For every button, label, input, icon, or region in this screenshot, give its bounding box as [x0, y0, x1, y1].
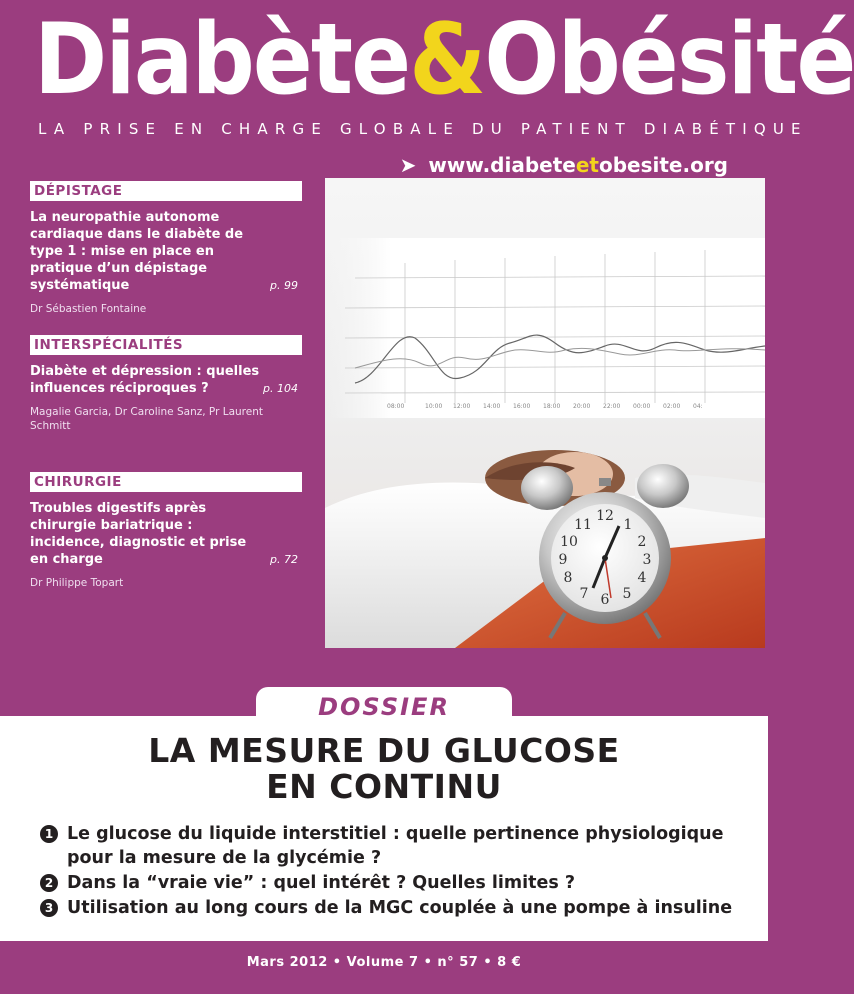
- svg-text:10: 10: [560, 534, 578, 550]
- section-depistage: [30, 181, 302, 316]
- arrow-right-icon: ➤: [399, 153, 417, 177]
- time-label: 20:00: [573, 403, 591, 410]
- time-label: 04:: [693, 403, 703, 410]
- article-title[interactable]: Diabète et dépression : quelles influences réciproques ? p. 104: [30, 364, 298, 396]
- article-authors: Dr Sébastien Fontaine: [30, 303, 147, 315]
- article-title[interactable]: Troubles digestifs après chirurgie bariatrique : incidence, diagnostic et prise en charge p. 72: [30, 501, 298, 567]
- dossier-point[interactable]: [40, 871, 760, 895]
- dossier-point[interactable]: [40, 822, 760, 870]
- time-label: 08:00: [387, 403, 405, 410]
- title-obesite: Obésité: [484, 3, 854, 117]
- title-ampersand: &: [409, 3, 485, 117]
- time-label: 18:00: [543, 403, 561, 410]
- section-header: CHIRURGIE: [30, 472, 302, 492]
- dossier-point-text: Dans la “vraie vie” : quel intérêt ? Quelles limites ?: [67, 873, 576, 893]
- number-badge: 1: [40, 825, 58, 843]
- dossier-points: [40, 822, 760, 921]
- magazine-title: [34, 4, 854, 116]
- time-label: 16:00: [513, 403, 531, 410]
- time-label: 22:00: [603, 403, 621, 410]
- svg-text:12: 12: [596, 508, 614, 524]
- svg-text:11: 11: [574, 517, 592, 533]
- dossier-point-text: Le glucose du liquide interstitiel : quelle pertinence physiologique pour la mesure de la glycémie ?: [67, 824, 724, 868]
- cover-photo: [325, 178, 765, 648]
- svg-text:7: 7: [579, 586, 589, 602]
- svg-text:3: 3: [642, 552, 652, 568]
- number-badge: 3: [40, 899, 58, 917]
- svg-text:2: 2: [637, 534, 647, 550]
- dossier-title-line2: EN CONTINU: [266, 767, 502, 806]
- section-header: DÉPISTAGE: [30, 181, 302, 201]
- article-page: p. 72: [270, 553, 298, 566]
- number-badge: 2: [40, 874, 58, 892]
- issue-info: Mars 2012 • Volume 7 • n° 57 • 8 €: [246, 955, 522, 970]
- website-url: www.diabeteetobesite.org: [428, 153, 728, 177]
- article-title[interactable]: La neuropathie autonome cardiaque dans le diabète de type 1 : mise en place en pratique d’un dépistage systématique p. 99: [30, 210, 298, 293]
- section-chirurgie: [30, 472, 302, 590]
- glucose-graph: [325, 238, 765, 418]
- dossier-point[interactable]: [40, 896, 760, 920]
- time-label: 00:00: [633, 403, 651, 410]
- svg-text:5: 5: [622, 586, 632, 602]
- time-label: 12:00: [453, 403, 471, 410]
- dossier-point-text: Utilisation au long cours de la MGC couplée à une pompe à insuline: [67, 898, 733, 918]
- section-interspecialites: [30, 335, 302, 433]
- dossier-title: [0, 733, 768, 805]
- svg-text:6: 6: [600, 592, 610, 608]
- article-page: p. 104: [263, 382, 298, 395]
- time-label: 02:00: [663, 403, 681, 410]
- website-link[interactable]: [400, 153, 728, 177]
- svg-text:9: 9: [558, 552, 568, 568]
- svg-text:1: 1: [623, 517, 633, 533]
- time-label: 10:00: [425, 403, 443, 410]
- section-header: INTERSPÉCIALITÉS: [30, 335, 302, 355]
- article-page: p. 99: [270, 279, 298, 292]
- svg-text:4: 4: [637, 570, 647, 586]
- time-label: 14:00: [483, 403, 501, 410]
- article-authors: Magalie Garcia, Dr Caroline Sanz, Pr Laurent Schmitt: [30, 406, 263, 432]
- dossier-label: DOSSIER: [318, 693, 450, 721]
- article-authors: Dr Philippe Topart: [30, 577, 124, 589]
- dossier-title-line1: LA MESURE DU GLUCOSE: [148, 731, 620, 770]
- title-diabete: Diabète: [34, 3, 410, 117]
- svg-text:8: 8: [563, 570, 573, 586]
- tagline: LA PRISE EN CHARGE GLOBALE DU PATIENT DIABÉTIQUE: [38, 120, 808, 138]
